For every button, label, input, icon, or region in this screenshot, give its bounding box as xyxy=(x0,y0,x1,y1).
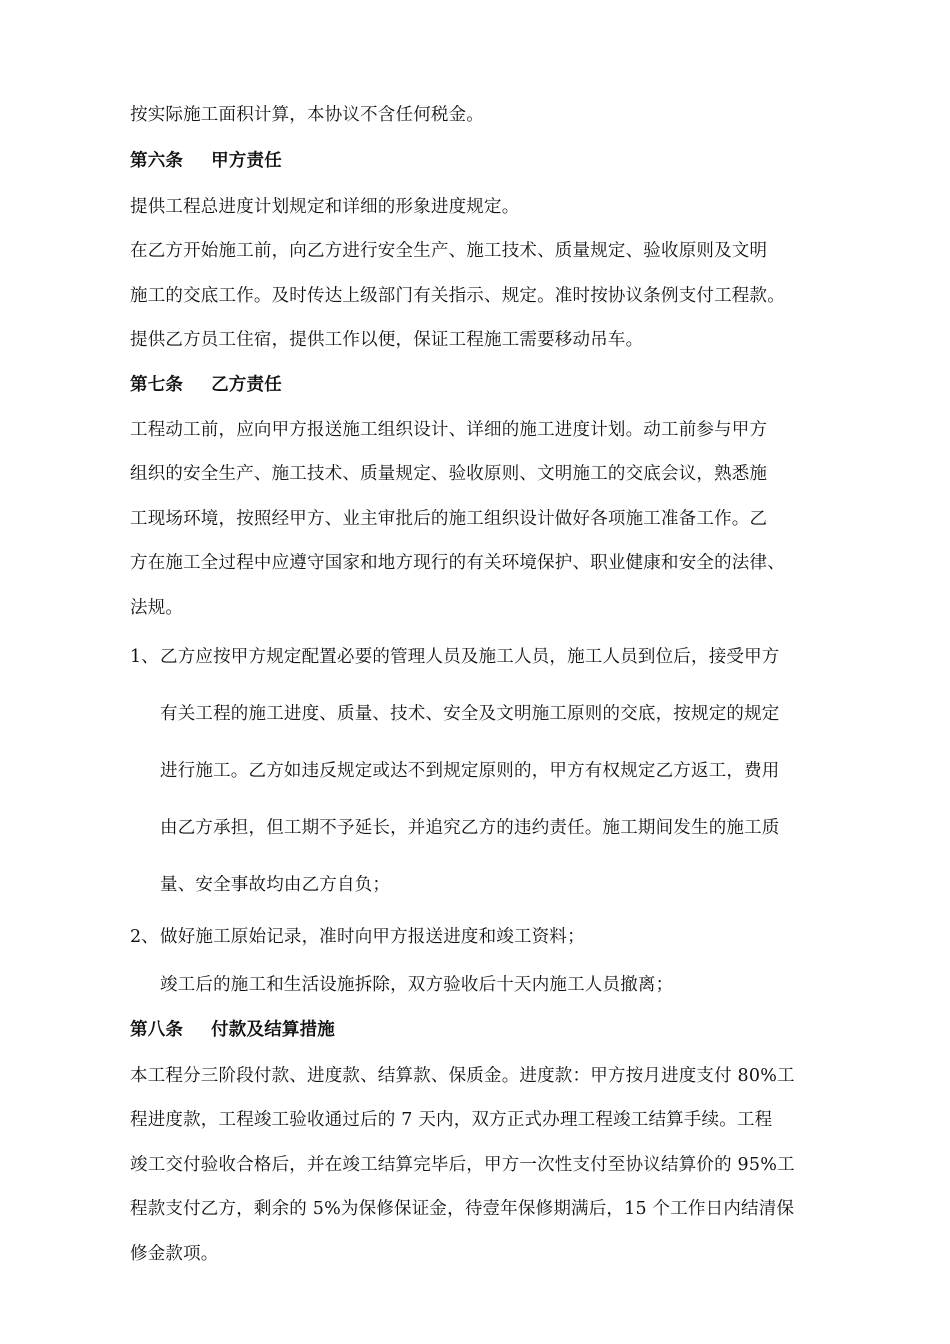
list-item-line: 进行施工。乙方如违反规定或达不到规定原则的，甲方有权规定乙方返工，费用 xyxy=(160,761,780,781)
article-title: 乙方责任 xyxy=(211,375,282,395)
article-8-heading xyxy=(130,1018,335,1042)
list-number: 2、 xyxy=(130,927,159,947)
paragraph-line: 程款支付乙方，剩余的 5%为保修保证金，待壹年保修期满后，15 个工作日内结清保 xyxy=(130,1199,795,1219)
paragraph-line: 提供工程总进度计划规定和详细的形象进度规定。 xyxy=(130,197,520,217)
paragraph-line: 按实际施工面积计算，本协议不含任何税金。 xyxy=(130,105,484,125)
list-item-line: 有关工程的施工进度、质量、技术、安全及文明施工原则的交底，按规定的规定 xyxy=(160,704,780,724)
paragraph-line: 竣工交付验收合格后，并在竣工结算完毕后，甲方一次性支付至协议结算价的 95%工 xyxy=(130,1155,795,1175)
paragraph-line: 在乙方开始施工前，向乙方进行安全生产、施工技术、质量规定、验收原则及文明 xyxy=(130,241,768,261)
list-item-line: 乙方应按甲方规定配置必要的管理人员及施工人员，施工人员到位后，接受甲方 xyxy=(160,647,780,667)
list-item-line: 量、安全事故均由乙方自负； xyxy=(160,875,391,895)
article-number: 第七条 xyxy=(130,375,184,395)
article-6-heading xyxy=(130,149,282,173)
article-title: 甲方责任 xyxy=(211,151,282,171)
paragraph-line: 程进度款，工程竣工验收通过后的 7 天内，双方正式办理工程竣工结算手续。工程 xyxy=(130,1110,773,1130)
paragraph-line: 提供乙方员工住宿，提供工作以便，保证工程施工需要移动吊车。 xyxy=(130,330,644,350)
article-title: 付款及结算措施 xyxy=(211,1020,336,1040)
paragraph-line: 组织的安全生产、施工技术、质量规定、验收原则、文明施工的交底会议，熟悉施 xyxy=(130,464,768,484)
paragraph-line: 法规。 xyxy=(130,598,184,618)
paragraph-line: 修金款项。 xyxy=(130,1244,219,1264)
list-item-line: 做好施工原始记录，准时向甲方报送进度和竣工资料； xyxy=(160,927,585,947)
list-item-line: 由乙方承担，但工期不予延长，并追究乙方的违约责任。施工期间发生的施工质 xyxy=(160,818,780,838)
article-number: 第八条 xyxy=(130,1020,184,1040)
paragraph-line: 工现场环境，按照经甲方、业主审批后的施工组织设计做好各项施工准备工作。乙 xyxy=(130,509,768,529)
article-number: 第六条 xyxy=(130,151,184,171)
paragraph-line: 本工程分三阶段付款、进度款、结算款、保质金。进度款：甲方按月进度支付 80%工 xyxy=(130,1066,795,1086)
paragraph-line: 工程动工前，应向甲方报送施工组织设计、详细的施工进度计划。动工前参与甲方 xyxy=(130,420,768,440)
paragraph-line: 竣工后的施工和生活设施拆除，双方验收后十天内施工人员撤离； xyxy=(160,975,674,995)
paragraph-line: 方在施工全过程中应遵守国家和地方现行的有关环境保护、职业健康和安全的法律、 xyxy=(130,553,785,573)
article-7-heading xyxy=(130,373,282,397)
list-number: 1、 xyxy=(130,647,159,667)
paragraph-line: 施工的交底工作。及时传达上级部门有关指示、规定。准时按协议条例支付工程款。 xyxy=(130,286,785,306)
